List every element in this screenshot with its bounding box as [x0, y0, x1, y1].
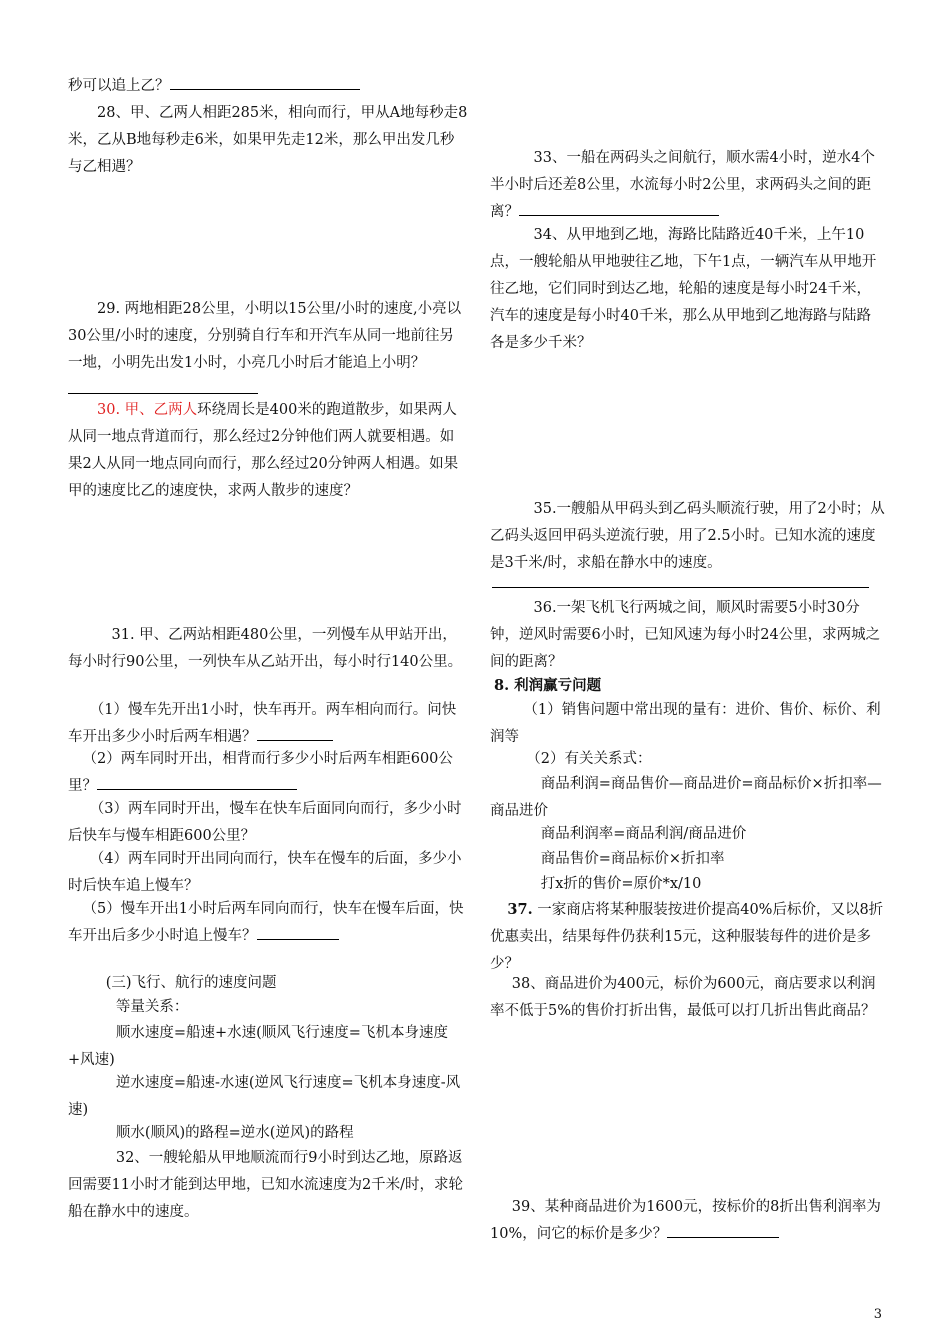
equation-distance: 顺水(顺风)的路程=逆水(逆风)的路程 — [115, 1125, 354, 1141]
question-30-highlight: 30. 甲、乙两人 — [97, 402, 198, 418]
question-37 — [490, 896, 885, 978]
question-33-text: 33、一船在两码头之间航行，顺水需4小时，逆水4个半小时后还差8公里，水流每小时2公里，求两码头之间的距离？ — [490, 150, 875, 220]
page-number: 3 — [873, 1307, 882, 1322]
question-31-part-5 — [68, 896, 468, 950]
question-31-part-3: （3）两车同时开出，慢车在快车后面同向而行，多少小时后快车与慢车相距600公里？ — [68, 801, 462, 844]
question-30 — [68, 397, 468, 505]
question-34: 34、从甲地到乙地，海路比陆路近40千米，上午10点，一艘轮船从甲地驶往乙地，下午1点，一辆汽车从甲地开往乙地，它们同时到达乙地，轮船的速度是每小时24千米，汽车的速度是每小时40千米，那么从甲地到乙地海路与陆路各是多少千米？ — [490, 227, 877, 351]
question-33 — [490, 145, 885, 226]
question-31-part-2 — [68, 746, 468, 800]
section-8-item-1: （1）销售问题中常出现的量有：进价、售价、标价、利润等 — [490, 702, 881, 745]
section-8-item-2: （2）有关关系式： — [526, 751, 652, 767]
question-31-part-2-text: （2）两车同时开出，相背而行多少小时后两车相距600公里？ — [68, 751, 453, 794]
question-38: 38、商品进价为400元，标价为600元，商店要求以利润率不低于5%的售价打折出售，最低可以打几折出售此商品？ — [490, 976, 876, 1019]
question-37-text: 一家商店将某种服装按进价提高40%后标价，又以8折优惠卖出，结果每件仍获利15元，这种服装每件的进价是多少？ — [490, 902, 884, 972]
question-31-part-4: （4）两车同时开出同向而行，快车在慢车的后面，多少小时后快车追上慢车？ — [68, 851, 462, 894]
formula-profit-rate: 商品利润率=商品利润/商品进价 — [540, 826, 747, 842]
question-32: 32、一艘轮船从甲地顺流而行9小时到达乙地，原路返回需要11小时才能到达甲地，已知水流速度为2千米/时，求轮船在静水中的速度。 — [68, 1150, 464, 1220]
question-31-part-1 — [68, 697, 468, 751]
answer-blank-33 — [519, 201, 719, 216]
question-31-part-5-text: （5）慢车开出1小时后两车同向而行，快车在慢车后面，快车开出后多少小时追上慢车？ — [68, 901, 464, 944]
answer-blank-39 — [667, 1223, 779, 1238]
answer-blank-35 — [492, 587, 869, 588]
question-30-text: 环绕周长是400米的跑道散步，如果两人从同一地点背道而行，那么经过2分钟他们两人就要相遇。如果2人从同一地点同向而行，那么经过20分钟两人相遇。如果甲的速度比乙的速度快，求两人散步的速度？ — [68, 402, 459, 499]
equation-downstream: 顺水速度=船速+水速(顺风飞行速度=飞机本身速度+风速) — [68, 1025, 448, 1068]
question-27-tail — [68, 73, 468, 100]
section-8-heading: 8. 利润赢亏问题 — [494, 677, 602, 694]
question-29 — [68, 296, 468, 404]
question-27-tail-text: 秒可以追上乙？ — [68, 78, 170, 94]
section-3-heading: (三)飞行、航行的速度问题 — [105, 975, 277, 991]
formula-discount: 打x折的售价=原价*x/10 — [540, 876, 702, 892]
question-31: 31. 甲、乙两站相距480公里，一列慢车从甲站开出，每小时行90公里，一列快车从乙站开出，每小时行140公里。 — [68, 627, 463, 670]
question-39-text: 39、某种商品进价为1600元，按标价的8折出售利润率为10%，问它的标价是多少？ — [490, 1199, 881, 1242]
question-28: 28、甲、乙两人相距285米，相向而行，甲从A地每秒走8米，乙从B地每秒走6米，如果甲先走12米，那么甲出发几秒与乙相遇？ — [68, 105, 468, 175]
question-39 — [490, 1194, 885, 1248]
formula-selling-price: 商品售价=商品标价×折扣率 — [540, 851, 725, 867]
answer-blank-31-1 — [257, 726, 333, 741]
question-37-number: 37. — [507, 901, 533, 918]
formula-profit: 商品利润=商品售价—商品进价=商品标价×折扣率—商品进价 — [490, 776, 882, 819]
question-29-text: 29. 两地相距28公里，小明以15公里/小时的速度,小亮以30公里/小时的速度，分别骑自行车和开汽车从同一地前往另一地，小明先出发1小时，小亮几小时后才能追上小明？ — [68, 301, 462, 371]
answer-blank-31-5 — [257, 925, 339, 940]
question-31-part-1-text: （1）慢车先开出1小时，快车再开。两车相向而行。问快车开出多少小时后两车相遇？ — [68, 702, 457, 745]
equation-upstream: 逆水速度=船速-水速(逆风飞行速度=飞机本身速度-风速) — [68, 1075, 461, 1118]
answer-blank-29 — [68, 379, 258, 394]
answer-blank-31-2 — [97, 775, 297, 790]
equation-title: 等量关系： — [115, 999, 189, 1015]
answer-blank-27 — [170, 75, 360, 90]
question-36: 36.一架飞机飞行两城之间，顺风时需要5小时30分钟，逆风时需要6小时，已知风速为每小时24公里，求两城之间的距离？ — [490, 600, 881, 670]
question-35: 35.一艘船从甲码头到乙码头顺流行驶，用了2小时；从乙码头返回甲码头逆流行驶，用了2.5小时。已知水流的速度是3千米/时，求船在静水中的速度。 — [490, 501, 885, 571]
